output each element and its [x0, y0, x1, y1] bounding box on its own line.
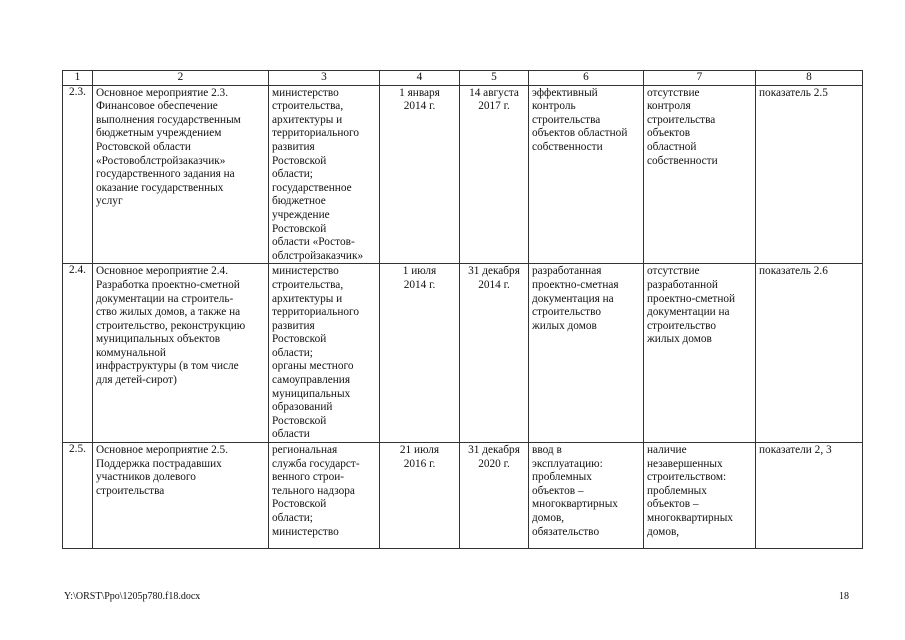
non-implementation-consequence: отсутствие контроля строительства объектов областной собственности — [644, 85, 756, 264]
row-number: 2.3. — [63, 85, 93, 264]
row-number: 2.4. — [63, 264, 93, 443]
non-implementation-consequence: наличие незавершенных строительством: проблемных объектов – многоквартирных домов, — [647, 444, 733, 538]
column-header: 8 — [756, 71, 863, 86]
indicator-link: показатель 2.6 — [756, 264, 863, 443]
activity-name: Основное мероприятие 2.4. Разработка проектно-сметной документации на строитель- ство жилых домов, а также на строительство, реконструкцию муниципальных объектов коммунальной инфраструктуры (в том числе для детей-сирот) — [93, 264, 269, 443]
table-row — [63, 264, 863, 443]
table-row — [63, 85, 863, 264]
executor: министерство строительства, архитектуры и территориального развития Ростовской области; органы местного самоуправления муниципальных образований Ростовской области — [269, 264, 380, 443]
column-header: 3 — [269, 71, 380, 86]
activity-name: Основное мероприятие 2.5. Поддержка пострадавших участников долевого строительства — [93, 443, 269, 549]
end-date: 14 августа 2017 г. — [460, 85, 529, 264]
end-date: 31 декабря 2014 г. — [460, 264, 529, 443]
column-header: 5 — [460, 71, 529, 86]
document-file-path: Y:\ORST\Ppo\1205p780.f18.docx — [64, 591, 201, 602]
end-date: 31 декабря 2020 г. — [460, 443, 529, 549]
executor: региональная служба государст- венного строи- тельного надзора Ростовской области; министерство — [272, 444, 360, 538]
column-header: 2 — [93, 71, 269, 86]
column-number-row — [63, 71, 863, 86]
column-header: 4 — [380, 71, 460, 86]
start-date: 1 января 2014 г. — [380, 85, 460, 264]
indicator-link: показатели 2, 3 — [756, 443, 863, 549]
column-header: 1 — [63, 71, 93, 86]
expected-result: эффективный контроль строительства объектов областной собственности — [529, 85, 644, 264]
non-implementation-consequence: отсутствие разработанной проектно-сметной документации на строительство жилых домов — [644, 264, 756, 443]
row-number: 2.5. — [63, 443, 93, 549]
page-number: 18 — [839, 591, 849, 602]
table-row — [63, 443, 863, 549]
start-date: 1 июля 2014 г. — [380, 264, 460, 443]
column-header: 7 — [644, 71, 756, 86]
start-date: 21 июля 2016 г. — [380, 443, 460, 549]
consequence-cell — [644, 443, 756, 549]
column-header: 6 — [529, 71, 644, 86]
executor: министерство строительства, архитектуры и территориального развития Ростовской области; государственное бюджетное учреждение Ростовской области «Ростов- облстройзаказчик» — [269, 85, 380, 264]
expected-result: ввод в эксплуатацию: проблемных объектов – многоквартирных домов, обязательство — [532, 444, 618, 538]
indicator-link: показатель 2.5 — [756, 85, 863, 264]
executor-cell — [269, 443, 380, 549]
expected-result-cell — [529, 443, 644, 549]
program-activities-table — [62, 70, 863, 549]
activity-name: Основное мероприятие 2.3. Финансовое обеспечение выполнения государственным бюджетным учреждением Ростовской области «Ростовоблстройзаказчик» государственного задания на оказание государственных услуг — [93, 85, 269, 264]
expected-result: разработанная проектно-сметная документация на строительство жилых домов — [529, 264, 644, 443]
